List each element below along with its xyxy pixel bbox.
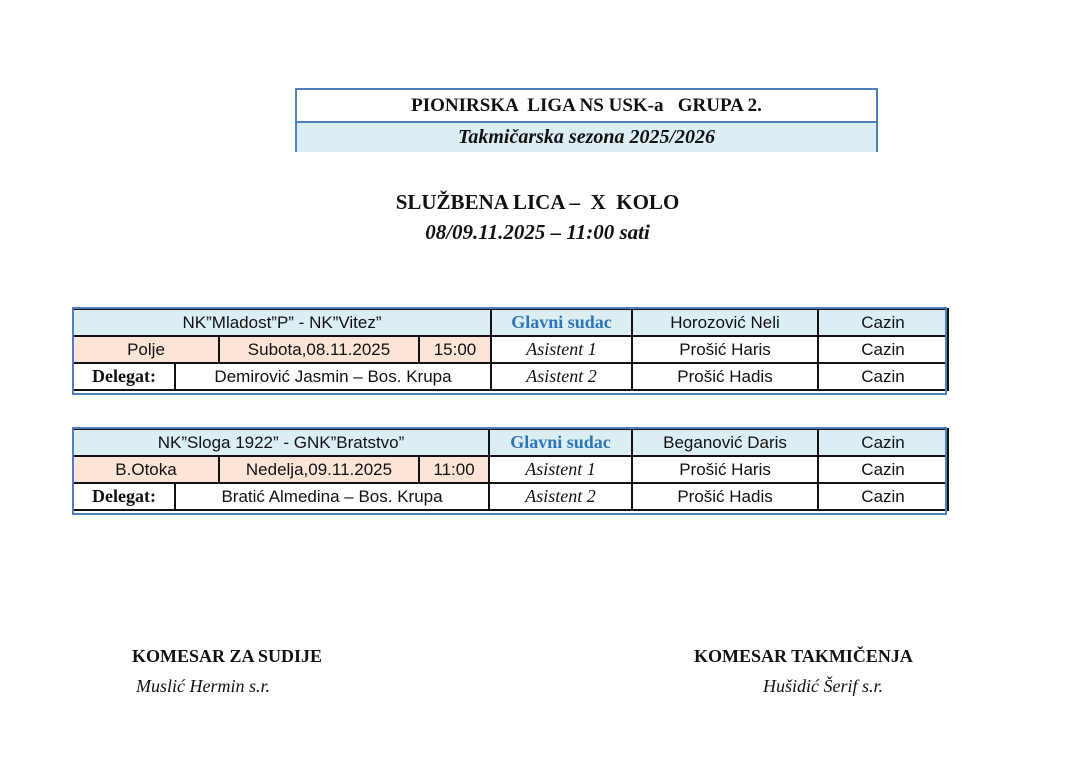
official-name: Prošić Hadis	[632, 363, 818, 390]
match-time: 11:00	[419, 456, 489, 483]
left-signature-title: KOMESAR ZA SUDIJE	[132, 646, 323, 666]
official-city: Cazin	[818, 336, 948, 363]
match-teams: NK”Sloga 1922” - GNK”Bratstvo”	[73, 429, 489, 456]
role-assistant-1: Asistent 1	[491, 336, 632, 363]
match-row-venue	[73, 336, 948, 363]
match-row-delegate	[73, 483, 948, 510]
match-day: Subota,08.11.2025	[219, 336, 419, 363]
official-name: Prošić Haris	[632, 456, 818, 483]
official-city: Cazin	[818, 309, 948, 336]
left-signature-name: Muslić Hermin s.r.	[136, 676, 270, 696]
delegate-name: Demirović Jasmin – Bos. Krupa	[175, 363, 491, 390]
official-city: Cazin	[818, 429, 948, 456]
role-assistant-1: Asistent 1	[489, 456, 632, 483]
match-venue: Polje	[73, 336, 219, 363]
league-title: PIONIRSKA LIGA NS USK-a GRUPA 2.	[297, 90, 876, 123]
delegate-label: Delegat:	[73, 483, 175, 510]
match-row-venue	[73, 456, 948, 483]
round-date: 08/09.11.2025 – 11:00 sati	[425, 220, 650, 244]
role-assistant-2: Asistent 2	[489, 483, 632, 510]
match-day: Nedelja,09.11.2025	[219, 456, 419, 483]
right-signature-name: Hušidić Šerif s.r.	[763, 676, 884, 696]
match-row-delegate	[73, 363, 948, 390]
official-city: Cazin	[818, 456, 948, 483]
match-teams: NK”Mladost”P” - NK”Vitez”	[73, 309, 491, 336]
official-name: Horozović Neli	[632, 309, 818, 336]
official-name: Prošić Hadis	[632, 483, 818, 510]
delegate-name: Bratić Almedina – Bos. Krupa	[175, 483, 489, 510]
season-title: Takmičarska sezona 2025/2026	[297, 123, 876, 152]
official-city: Cazin	[818, 483, 948, 510]
match-table-1	[72, 308, 949, 391]
round-title: SLUŽBENA LICA – X KOLO	[395, 190, 680, 214]
right-signature-title: KOMESAR TAKMIČENJA	[694, 646, 913, 666]
match-time: 15:00	[419, 336, 491, 363]
match-row-teams	[73, 429, 948, 456]
role-main-referee: Glavni sudac	[489, 429, 632, 456]
match-table-2	[72, 428, 949, 511]
official-name: Beganović Daris	[632, 429, 818, 456]
role-assistant-2: Asistent 2	[491, 363, 632, 390]
official-city: Cazin	[818, 363, 948, 390]
role-main-referee: Glavni sudac	[491, 309, 632, 336]
official-name: Prošić Haris	[632, 336, 818, 363]
league-header-box	[295, 88, 878, 152]
match-row-teams	[73, 309, 948, 336]
match-venue: B.Otoka	[73, 456, 219, 483]
delegate-label: Delegat:	[73, 363, 175, 390]
